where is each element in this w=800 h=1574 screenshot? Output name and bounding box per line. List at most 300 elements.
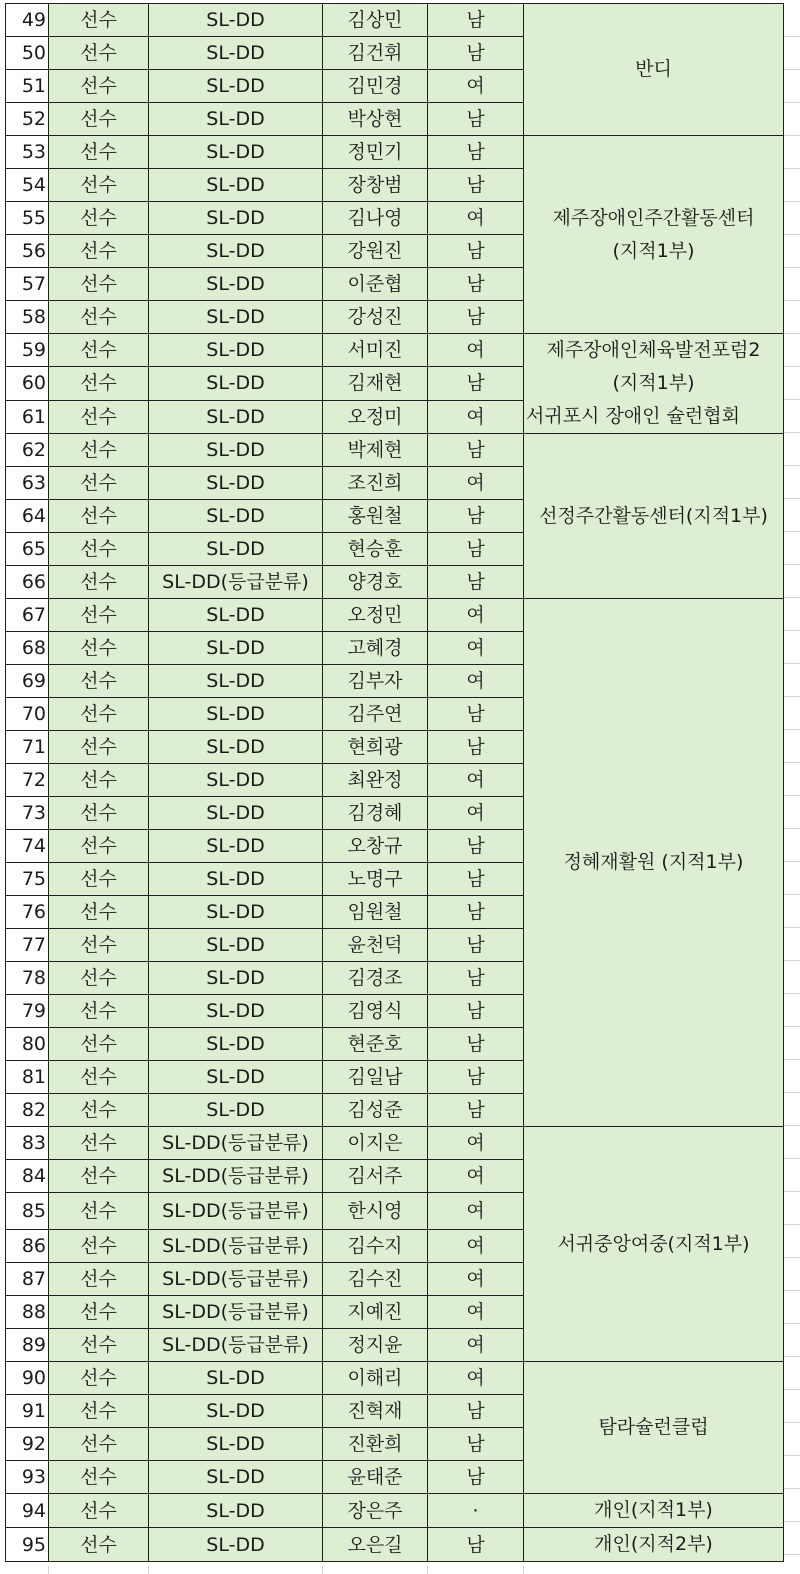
gridline [783,300,800,301]
name-cell[interactable]: 임원철 [323,896,428,929]
table-row [6,1362,784,1395]
row-number-cell[interactable]: 82 [6,1094,49,1127]
gender-cell[interactable]: 남 [428,698,524,731]
name-cell[interactable]: 현희광 [323,731,428,764]
gridline [783,234,800,235]
organization-text-line: 반디 [635,58,672,80]
role-cell[interactable]: 선수 [49,1061,149,1094]
name-cell[interactable]: 김경혜 [323,797,428,830]
table-row [6,1127,784,1160]
class-cell[interactable]: SL-DD [149,70,323,103]
organization-cell[interactable] [524,1494,784,1528]
class-cell[interactable]: SL-DD [149,863,323,896]
organization-cell[interactable] [524,1528,784,1562]
name-cell[interactable]: 오정미 [323,400,428,433]
gender-cell[interactable]: 남 [428,37,524,70]
role-cell[interactable]: 선수 [49,797,149,830]
class-cell[interactable]: SL-DD(등급분류) [149,1296,323,1329]
organization-cell[interactable] [524,434,784,599]
class-cell[interactable]: SL-DD [149,37,323,70]
role-cell[interactable]: 선수 [49,169,149,202]
class-cell[interactable]: SL-DD(등급분류) [149,1127,323,1160]
gender-cell[interactable]: 여 [428,70,524,103]
gridline [783,1521,800,1522]
row-number-cell[interactable]: 73 [6,797,49,830]
class-cell[interactable]: SL-DD [149,434,323,467]
name-cell[interactable]: 김주연 [323,698,428,731]
class-cell[interactable]: SL-DD [149,995,323,1028]
role-cell[interactable]: 선수 [49,764,149,797]
gender-cell[interactable]: 여 [428,1160,524,1193]
name-cell[interactable]: 정지윤 [323,1329,428,1362]
role-cell[interactable]: 선수 [49,863,149,896]
gridline [783,267,800,268]
gridline [783,168,800,169]
role-cell[interactable]: 선수 [49,268,149,301]
gender-cell[interactable]: 여 [428,202,524,235]
class-cell[interactable]: SL-DD [149,467,323,500]
role-cell[interactable]: 선수 [49,1127,149,1160]
row-number-cell[interactable]: 74 [6,830,49,863]
row-number-cell[interactable]: 78 [6,962,49,995]
gender-cell[interactable]: 여 [428,632,524,665]
row-number-cell[interactable]: 61 [6,400,49,433]
row-number-cell[interactable]: 86 [6,1230,49,1263]
gridline [783,630,800,631]
gender-cell[interactable]: 여 [428,1127,524,1160]
role-cell[interactable]: 선수 [49,1395,149,1428]
name-cell[interactable]: 오창규 [323,830,428,863]
row-number-cell[interactable]: 53 [6,136,49,169]
gender-cell[interactable]: 여 [428,400,524,433]
role-cell[interactable]: 선수 [49,1230,149,1263]
organization-cell[interactable] [524,599,784,1127]
name-cell[interactable]: 김수지 [323,1230,428,1263]
name-cell[interactable]: 이지은 [323,1127,428,1160]
organization-cell[interactable] [524,136,784,334]
row-number-cell[interactable]: 69 [6,665,49,698]
gridline [783,498,800,499]
role-cell[interactable]: 선수 [49,533,149,566]
class-cell[interactable]: SL-DD [149,962,323,995]
class-cell[interactable]: SL-DD [149,830,323,863]
name-cell[interactable]: 지예진 [323,1296,428,1329]
table-row [6,434,784,467]
gender-cell[interactable]: 여 [428,467,524,500]
name-cell[interactable]: 오정민 [323,599,428,632]
gridline [783,663,800,664]
row-number-cell[interactable]: 87 [6,1263,49,1296]
name-cell[interactable]: 김수진 [323,1263,428,1296]
gridline [783,1389,800,1390]
row-number-cell[interactable]: 81 [6,1061,49,1094]
gridline [783,1422,800,1423]
class-cell[interactable]: SL-DD [149,334,323,367]
class-cell[interactable]: SL-DD [149,4,323,37]
class-cell[interactable]: SL-DD(등급분류) [149,1160,323,1193]
row-number-cell[interactable]: 64 [6,500,49,533]
gender-cell[interactable]: 남 [428,929,524,962]
role-cell[interactable]: 선수 [49,566,149,599]
row-number-cell[interactable]: 79 [6,995,49,1028]
gridline [783,1026,800,1027]
class-cell[interactable]: SL-DD [149,698,323,731]
role-cell[interactable]: 선수 [49,1528,149,1562]
role-cell[interactable]: 선수 [49,400,149,433]
gridline [523,1566,524,1574]
class-cell[interactable]: SL-DD [149,367,323,400]
gender-cell[interactable]: 남 [428,235,524,268]
name-cell[interactable]: 강원진 [323,235,428,268]
organization-text-line: 탐라슐런클럽 [598,1416,709,1438]
name-cell[interactable]: 김나영 [323,202,428,235]
row-number-cell[interactable]: 94 [6,1494,49,1528]
role-cell[interactable]: 선수 [49,235,149,268]
gender-cell[interactable]: 남 [428,995,524,1028]
gridline [783,960,800,961]
role-cell[interactable]: 선수 [49,70,149,103]
row-number-cell[interactable]: 92 [6,1428,49,1461]
class-cell[interactable]: SL-DD [149,929,323,962]
name-cell[interactable]: 이해리 [323,1362,428,1395]
gridline [783,1455,800,1456]
row-number-cell[interactable]: 72 [6,764,49,797]
gender-cell[interactable]: 여 [428,599,524,632]
name-cell[interactable]: 김상민 [323,4,428,37]
class-cell[interactable]: SL-DD [149,500,323,533]
row-number-cell[interactable]: 83 [6,1127,49,1160]
class-cell[interactable]: SL-DD [149,400,323,433]
gender-cell[interactable]: 남 [428,1461,524,1494]
gender-cell[interactable]: 남 [428,896,524,929]
name-cell[interactable]: 강성진 [323,301,428,334]
name-cell[interactable]: 박상현 [323,103,428,136]
organization-text-line: 제주장애인주간활동센터 [552,206,755,229]
row-number-cell[interactable]: 57 [6,268,49,301]
gridline [783,729,800,730]
row-number-cell[interactable]: 80 [6,1028,49,1061]
class-cell[interactable]: SL-DD [149,665,323,698]
gridline [783,201,800,202]
row-number-cell[interactable]: 95 [6,1528,49,1562]
row-number-cell[interactable]: 84 [6,1160,49,1193]
name-cell[interactable]: 윤천덕 [323,929,428,962]
class-cell[interactable]: SL-DD [149,1461,323,1494]
gender-cell[interactable]: 남 [428,169,524,202]
role-cell[interactable]: 선수 [49,136,149,169]
row-number-cell[interactable]: 89 [6,1329,49,1362]
role-cell[interactable]: 선수 [49,202,149,235]
gender-cell[interactable]: 여 [428,1193,524,1230]
name-cell[interactable]: 김재현 [323,367,428,400]
gender-cell[interactable]: 여 [428,334,524,367]
gender-cell[interactable]: 여 [428,1296,524,1329]
class-cell[interactable]: SL-DD [149,136,323,169]
row-number-cell[interactable]: 76 [6,896,49,929]
row-number-cell[interactable]: 93 [6,1461,49,1494]
name-cell[interactable]: 김부자 [323,665,428,698]
name-cell[interactable]: 김성준 [323,1094,428,1127]
row-number-cell[interactable]: 70 [6,698,49,731]
gender-cell[interactable]: 남 [428,731,524,764]
gender-cell[interactable]: 남 [428,1061,524,1094]
row-number-cell[interactable]: 90 [6,1362,49,1395]
class-cell[interactable]: SL-DD [149,1061,323,1094]
organization-cell[interactable] [524,1362,784,1494]
organization-text-line: (지적1부) [612,239,695,262]
gridline [783,1356,800,1357]
gender-cell[interactable]: 여 [428,1329,524,1362]
gender-cell[interactable]: 남 [428,103,524,136]
table-row [6,334,784,367]
gridline [783,993,800,994]
gender-cell[interactable]: 여 [428,1362,524,1395]
role-cell[interactable]: 선수 [49,1428,149,1461]
gender-cell[interactable]: 남 [428,1528,524,1562]
gender-cell[interactable]: 남 [428,830,524,863]
gridline [783,795,800,796]
name-cell[interactable]: 노명구 [323,863,428,896]
row-number-cell[interactable]: 77 [6,929,49,962]
gridline [783,465,800,466]
role-cell[interactable]: 선수 [49,1160,149,1193]
row-number-cell[interactable]: 75 [6,863,49,896]
row-number-cell[interactable]: 66 [6,566,49,599]
role-cell[interactable]: 선수 [49,1362,149,1395]
name-cell[interactable]: 김경조 [323,962,428,995]
gender-cell[interactable]: · [428,1494,524,1528]
class-cell[interactable]: SL-DD [149,797,323,830]
name-cell[interactable]: 박제현 [323,434,428,467]
role-cell[interactable]: 선수 [49,731,149,764]
name-cell[interactable]: 현준호 [323,1028,428,1061]
gridline [783,696,800,697]
name-cell[interactable]: 홍원철 [323,500,428,533]
row-number-cell[interactable]: 59 [6,334,49,367]
role-cell[interactable]: 선수 [49,1094,149,1127]
role-cell[interactable]: 선수 [49,467,149,500]
table-row [6,136,784,169]
gender-cell[interactable]: 남 [428,1395,524,1428]
class-cell[interactable]: SL-DD(등급분류) [149,1230,323,1263]
class-cell[interactable]: SL-DD [149,1362,323,1395]
row-number-cell[interactable]: 55 [6,202,49,235]
gridline [783,36,800,37]
gender-cell[interactable]: 남 [428,566,524,599]
class-cell[interactable]: SL-DD [149,235,323,268]
gridline [783,1125,800,1126]
row-number-cell[interactable]: 65 [6,533,49,566]
role-cell[interactable]: 선수 [49,1494,149,1528]
gridline [783,1554,800,1555]
gridline [783,861,800,862]
class-cell[interactable]: SL-DD(등급분류) [149,1329,323,1362]
role-cell[interactable]: 선수 [49,665,149,698]
class-cell[interactable]: SL-DD [149,896,323,929]
class-cell[interactable]: SL-DD [149,169,323,202]
role-cell[interactable]: 선수 [49,1263,149,1296]
gridline [783,1224,800,1225]
name-cell[interactable]: 진혁재 [323,1395,428,1428]
row-number-cell[interactable]: 49 [6,4,49,37]
class-cell[interactable]: SL-DD [149,268,323,301]
role-cell[interactable]: 선수 [49,830,149,863]
name-cell[interactable]: 현승훈 [323,533,428,566]
gender-cell[interactable]: 여 [428,1230,524,1263]
name-cell[interactable]: 김건휘 [323,37,428,70]
organization-cell[interactable] [524,4,784,136]
gender-cell[interactable]: 남 [428,863,524,896]
gender-cell[interactable]: 여 [428,1263,524,1296]
role-cell[interactable]: 선수 [49,929,149,962]
name-cell[interactable]: 김서주 [323,1160,428,1193]
row-number-cell[interactable]: 67 [6,599,49,632]
class-cell[interactable]: SL-DD [149,764,323,797]
name-cell[interactable]: 김일남 [323,1061,428,1094]
class-cell[interactable]: SL-DD [149,1528,323,1562]
role-cell[interactable]: 선수 [49,1461,149,1494]
gridline [148,1566,149,1574]
class-cell[interactable]: SL-DD [149,731,323,764]
class-cell[interactable]: SL-DD [149,1395,323,1428]
gender-cell[interactable]: 남 [428,1028,524,1061]
name-cell[interactable]: 김영식 [323,995,428,1028]
gridline [783,894,800,895]
gridline [783,927,800,928]
row-number-cell[interactable]: 91 [6,1395,49,1428]
name-cell[interactable]: 한시영 [323,1193,428,1230]
name-cell[interactable]: 고혜경 [323,632,428,665]
gridline [783,333,800,334]
name-cell[interactable]: 최완정 [323,764,428,797]
name-cell[interactable]: 윤태준 [323,1461,428,1494]
role-cell[interactable]: 선수 [49,500,149,533]
name-cell[interactable]: 이준협 [323,268,428,301]
role-cell[interactable]: 선수 [49,1193,149,1230]
class-cell[interactable]: SL-DD(등급분류) [149,1263,323,1296]
class-cell[interactable]: SL-DD [149,202,323,235]
class-cell[interactable]: SL-DD(등급분류) [149,566,323,599]
class-cell[interactable]: SL-DD [149,1428,323,1461]
row-number-cell[interactable]: 71 [6,731,49,764]
row-number-cell[interactable]: 60 [6,367,49,400]
role-cell[interactable]: 선수 [49,334,149,367]
organization-cell[interactable] [524,334,784,434]
row-number-cell[interactable]: 88 [6,1296,49,1329]
class-cell[interactable]: SL-DD [149,103,323,136]
row-number-cell[interactable]: 54 [6,169,49,202]
row-number-cell[interactable]: 56 [6,235,49,268]
row-number-cell[interactable]: 51 [6,70,49,103]
gender-cell[interactable]: 남 [428,1428,524,1461]
gridline [783,366,800,367]
role-cell[interactable]: 선수 [49,1296,149,1329]
gender-cell[interactable]: 남 [428,1094,524,1127]
class-cell[interactable]: SL-DD [149,1028,323,1061]
gridline [783,69,800,70]
role-cell[interactable]: 선수 [49,434,149,467]
class-cell[interactable]: SL-DD [149,1094,323,1127]
row-number-cell[interactable]: 85 [6,1193,49,1230]
gender-cell[interactable]: 남 [428,268,524,301]
gridline [783,135,800,136]
gender-cell[interactable]: 남 [428,434,524,467]
name-cell[interactable]: 서미진 [323,334,428,367]
gridline [783,1059,800,1060]
gridline [783,1191,800,1192]
class-cell[interactable]: SL-DD [149,301,323,334]
gridline [783,1488,800,1489]
role-cell[interactable]: 선수 [49,896,149,929]
role-cell[interactable]: 선수 [49,1028,149,1061]
gender-cell[interactable]: 남 [428,500,524,533]
organization-cell[interactable] [524,1127,784,1362]
row-number-cell[interactable]: 63 [6,467,49,500]
role-cell[interactable]: 선수 [49,103,149,136]
gender-cell[interactable]: 남 [428,136,524,169]
row-number-cell[interactable]: 52 [6,103,49,136]
name-cell[interactable]: 장은주 [323,1494,428,1528]
class-cell[interactable]: SL-DD(등급분류) [149,1193,323,1230]
organization-text-line: 서귀포시 장애인 슐런협회 [526,405,740,427]
role-cell[interactable]: 선수 [49,37,149,70]
role-cell[interactable]: 선수 [49,698,149,731]
row-number-cell[interactable]: 50 [6,37,49,70]
name-cell[interactable]: 조진희 [323,467,428,500]
class-cell[interactable]: SL-DD [149,632,323,665]
gridline [783,399,800,400]
name-cell[interactable]: 진환희 [323,1428,428,1461]
gridline [783,531,800,532]
gridline [783,564,800,565]
gender-cell[interactable]: 남 [428,962,524,995]
role-cell[interactable]: 선수 [49,1329,149,1362]
role-cell[interactable]: 선수 [49,632,149,665]
role-cell[interactable]: 선수 [49,301,149,334]
name-cell[interactable]: 양경호 [323,566,428,599]
gridline [48,1566,49,1574]
gender-cell[interactable]: 남 [428,4,524,37]
gender-cell[interactable]: 여 [428,797,524,830]
gridline [783,1158,800,1159]
row-number-cell[interactable]: 58 [6,301,49,334]
name-cell[interactable]: 장창범 [323,169,428,202]
gender-cell[interactable]: 남 [428,533,524,566]
name-cell[interactable]: 오은길 [323,1528,428,1562]
role-cell[interactable]: 선수 [49,599,149,632]
class-cell[interactable]: SL-DD [149,1494,323,1528]
gender-cell[interactable]: 남 [428,301,524,334]
class-cell[interactable]: SL-DD [149,533,323,566]
gridline [783,432,800,433]
role-cell[interactable]: 선수 [49,4,149,37]
row-number-cell[interactable]: 68 [6,632,49,665]
class-cell[interactable]: SL-DD [149,599,323,632]
gender-cell[interactable]: 남 [428,367,524,400]
role-cell[interactable]: 선수 [49,962,149,995]
role-cell[interactable]: 선수 [49,367,149,400]
gender-cell[interactable]: 여 [428,665,524,698]
row-number-cell[interactable]: 62 [6,434,49,467]
name-cell[interactable]: 김민경 [323,70,428,103]
name-cell[interactable]: 정민기 [323,136,428,169]
gridline [783,762,800,763]
role-cell[interactable]: 선수 [49,995,149,1028]
gender-cell[interactable]: 여 [428,764,524,797]
gridline [783,1290,800,1291]
gridline [783,1323,800,1324]
gridline [783,828,800,829]
